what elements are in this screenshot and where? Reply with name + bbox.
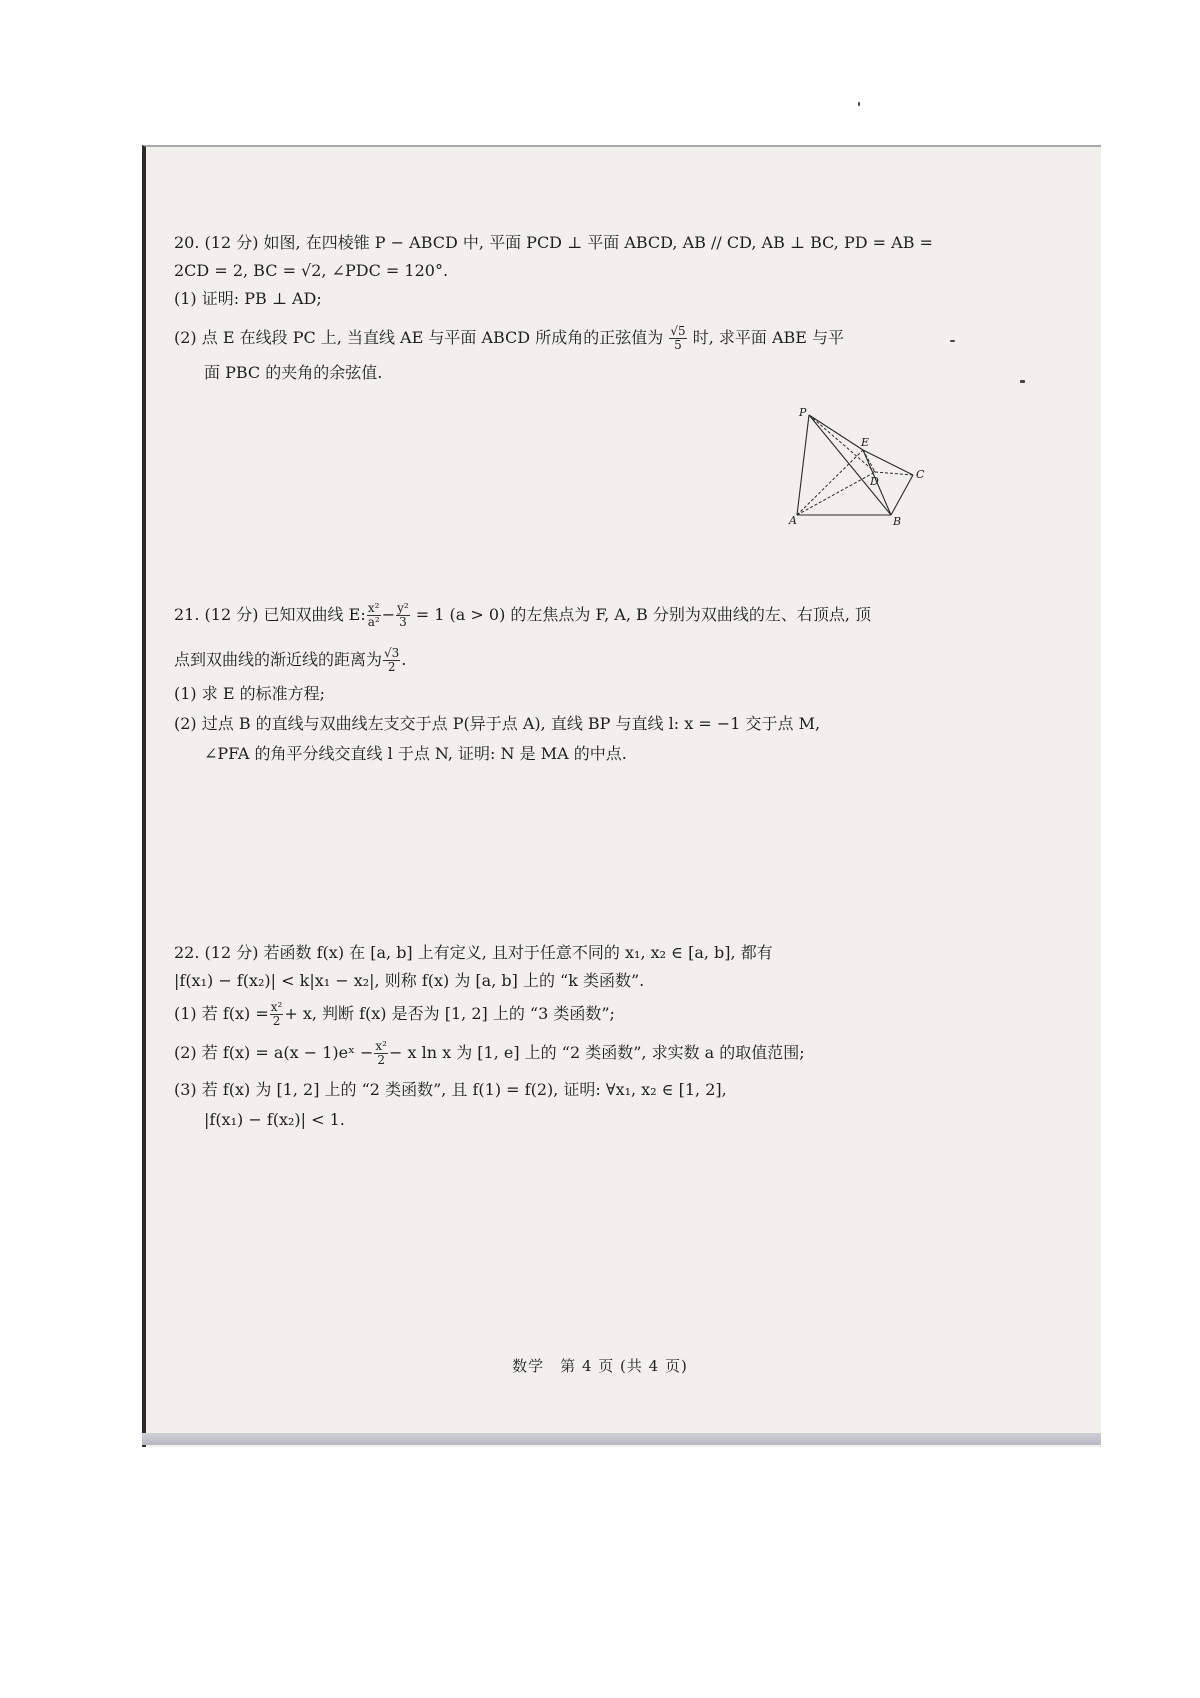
q22-part-3: (3) 若 f(x) 为 [1, 2] 上的 “2 类函数”, 且 f(1) = f(2), 证明: ∀x₁, x₂ ∈ [1, 2],: [174, 1080, 727, 1099]
q22-line-2: |f(x₁) − f(x₂)| < k|x₁ − x₂|, 则称 f(x) 为 [a, b] 上的 “k 类函数”.: [174, 971, 645, 990]
pyramid-figure: [789, 406, 935, 550]
fraction: $\frac{√5}{5}$: [670, 324, 686, 352]
q20-part-2-cont: 面 PBC 的夹角的余弦值.: [204, 363, 383, 382]
label-P: P: [799, 406, 807, 419]
q21-line-2: 点到双曲线的渐近线的距离为 $\frac{√3}{2}$ .: [174, 646, 407, 674]
q21-line-1: 21. (12 分) 已知双曲线 E: $\frac{\text{x²}}{\text{a²}}$ − $\frac{\text{y²}}{3}$ = 1 (a > 0) 的左焦点为 F, A, B 分别为双曲线的左、右顶点, 顶: [174, 601, 872, 629]
q20-line-1: 20. (12 分) 如图, 在四棱锥 P − ABCD 中, 平面 PCD ⊥ 平面 ABCD, AB // CD, AB ⊥ BC, PD = AB =: [174, 233, 933, 252]
scan-edge: [142, 1433, 1101, 1445]
label-A: A: [789, 514, 797, 527]
label-D: D: [870, 475, 879, 488]
q20-part-2: (2) 点 E 在线段 PC 上, 当直线 AE 与平面 ABCD 所成角的正弦值为 $\frac{√5}{5}$ 时, 求平面 ABE 与平: [174, 324, 845, 352]
q21-part-1: (1) 求 E 的标准方程;: [174, 684, 325, 703]
fraction: $\frac{\text{x²}}{2}$: [270, 1000, 283, 1028]
q22-part-2: (2) 若 f(x) = a(x − 1)eˣ − $\frac{\text{x²}}{2}$ − x ln x 为 [1, e] 上的 “2 类函数”, 求实数 a 的取值范围;: [174, 1039, 805, 1067]
q22-line-1: 22. (12 分) 若函数 f(x) 在 [a, b] 上有定义, 且对于任意不同的 x₁, x₂ ∈ [a, b], 都有: [174, 943, 773, 962]
q20-part-1: (1) 证明: PB ⊥ AD;: [174, 289, 322, 308]
fraction: $\frac{\text{x²}}{\text{a²}}$: [367, 601, 380, 629]
label-B: B: [893, 515, 902, 528]
fraction: $\frac{\text{y²}}{3}$: [397, 601, 409, 629]
q21-part-2: (2) 过点 B 的直线与双曲线左支交于点 P(异于点 A), 直线 BP 与直线 l: x = −1 交于点 M,: [174, 714, 821, 733]
fraction: $\frac{\text{x²}}{2}$: [375, 1039, 387, 1067]
label-C: C: [916, 468, 925, 481]
question-20: [174, 232, 944, 383]
label-E: E: [861, 436, 870, 449]
question-22: [174, 942, 944, 1130]
q22-part-3-cont: |f(x₁) − f(x₂)| < 1.: [204, 1110, 345, 1129]
q21-part-2-cont: ∠PFA 的角平分线交直线 l 于点 N, 证明: N 是 MA 的中点.: [204, 744, 627, 763]
scan-speck: [858, 102, 860, 106]
scan-speck: [1020, 380, 1025, 383]
q20-line-2: 2CD = 2, BC = √2, ∠PDC = 120°.: [174, 261, 449, 280]
question-21: [174, 602, 944, 764]
scan-speck: [950, 340, 955, 342]
page-footer: 数学 第 4 页 (共 4 页): [512, 1357, 688, 1375]
q22-part-1: (1) 若 f(x) = $\frac{\text{x²}}{2}$ + x, 判断 f(x) 是否为 [1, 2] 上的 “3 类函数”;: [174, 1000, 615, 1028]
fraction: $\frac{√3}{2}$: [384, 646, 400, 674]
